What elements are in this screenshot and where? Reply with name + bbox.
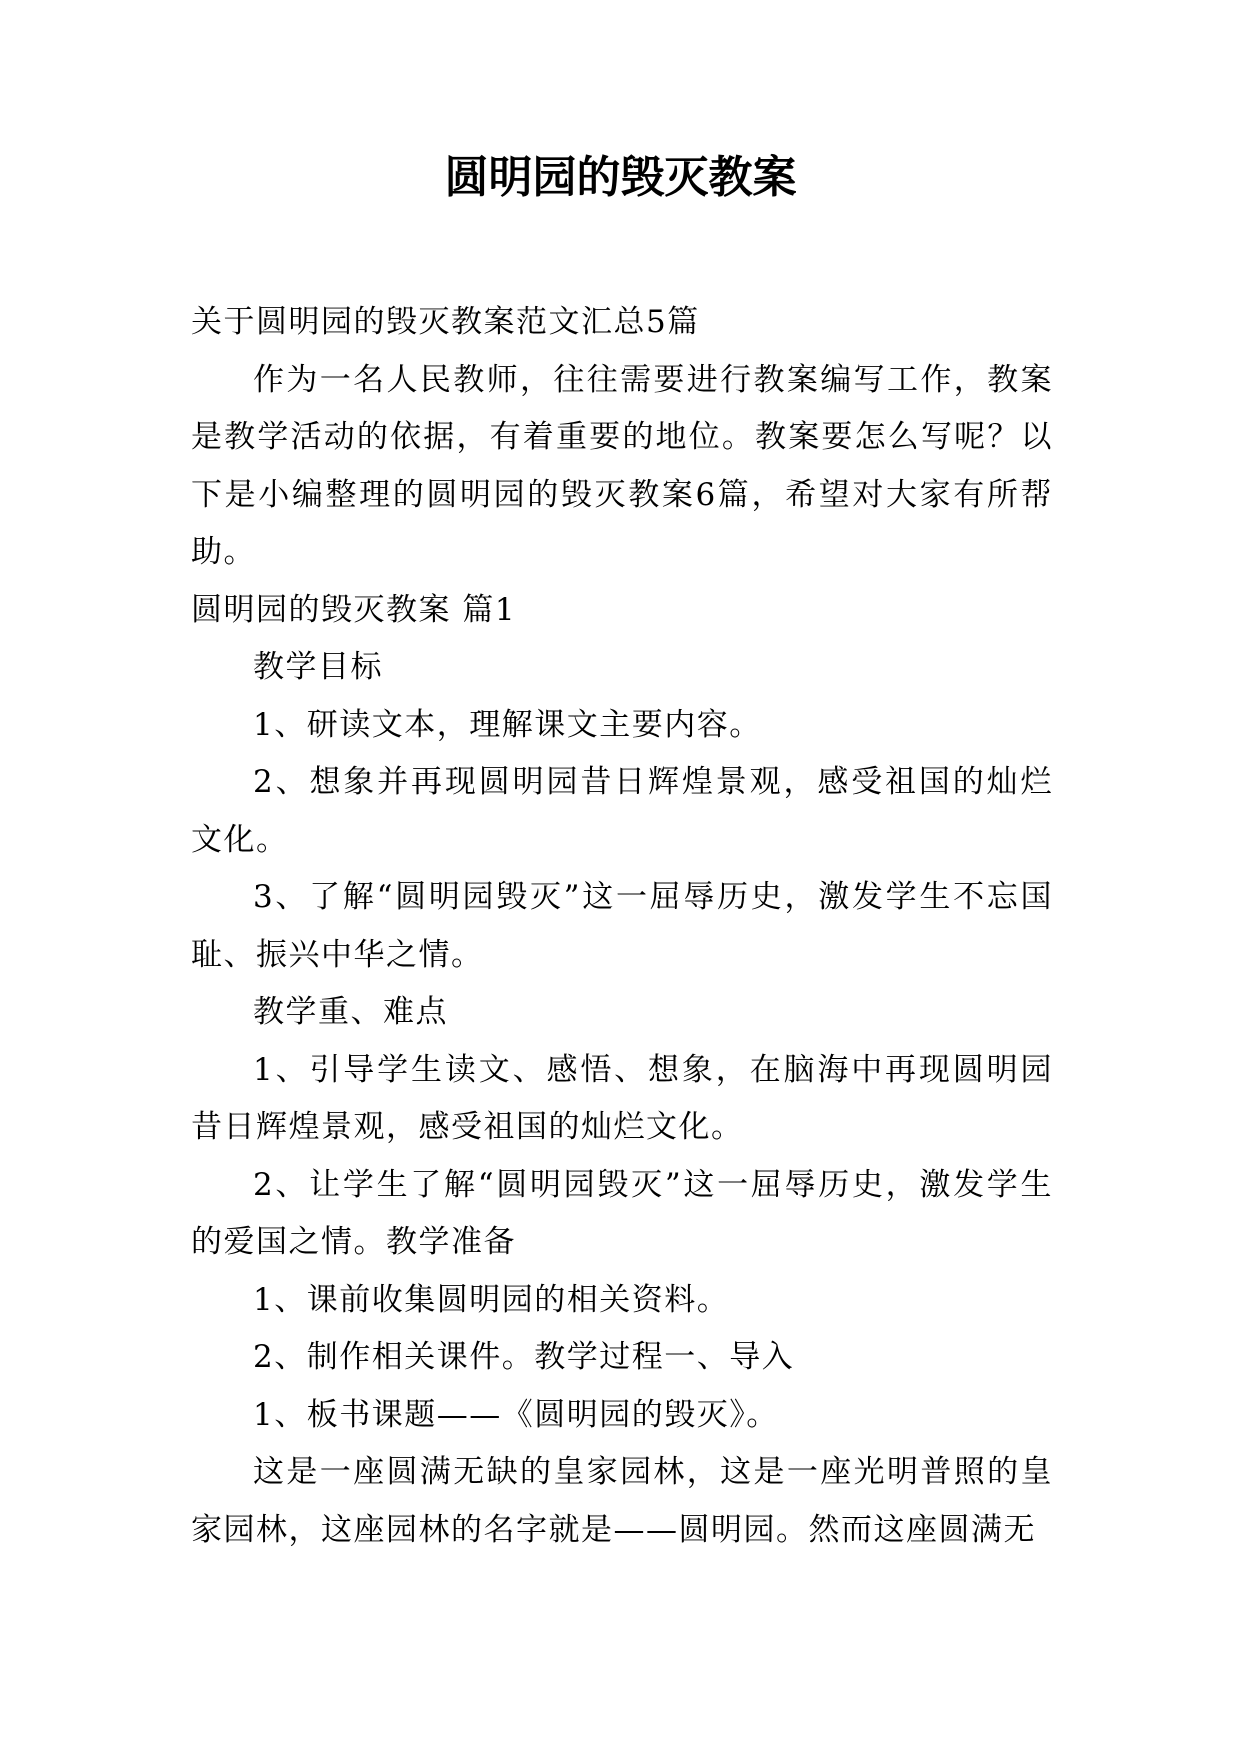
key-point-item-1: 1、引导学生读文、感悟、想象，在脑海中再现圆明园昔日辉煌景观，感受祖国的灿烂文化。 — [191, 1051, 1053, 1145]
section-heading-1: 圆明园的毁灭教案 篇1 — [191, 591, 517, 628]
intro-heading: 关于圆明园的毁灭教案范文汇总5篇 — [191, 304, 700, 340]
document-title: 圆明园的毁灭教案 — [444, 152, 797, 203]
preparation-item-2: 2、制作相关课件。教学过程一、导入 — [253, 1339, 795, 1375]
preparation-item-1: 1、课前收集圆明园的相关资料。 — [253, 1281, 730, 1318]
document-body — [191, 294, 1053, 1559]
goal-item-1: 1、研读文本，理解课文主要内容。 — [253, 706, 762, 743]
goal-item-2: 2、想象并再现圆明园昔日辉煌景观，感受祖国的灿烂文化。 — [191, 764, 1053, 858]
process-paragraph: 这是一座圆满无缺的皇家园林，这是一座光明普照的皇家园林，这座园林的名字就是——圆明园。然而这座圆满无 — [191, 1454, 1053, 1548]
key-points-heading: 教学重、难点 — [253, 994, 448, 1030]
goal-item-3: 3、了解“圆明园毁灭”这一屈辱历史，激发学生不忘国耻、振兴中华之情。 — [191, 879, 1053, 973]
teaching-goals-heading: 教学目标 — [253, 649, 383, 685]
process-item-1: 1、板书课题——《圆明园的毁灭》。 — [253, 1396, 779, 1433]
intro-paragraph: 作为一名人民教师，往往需要进行教案编写工作，教案是教学活动的依据，有着重要的地位。教案要怎么写呢？以下是小编整理的圆明园的毁灭教案6篇，希望对大家有所帮助。 — [191, 361, 1053, 570]
key-point-item-2: 2、让学生了解“圆明园毁灭”这一屈辱历史，激发学生的爱国之情。教学准备 — [191, 1166, 1053, 1260]
